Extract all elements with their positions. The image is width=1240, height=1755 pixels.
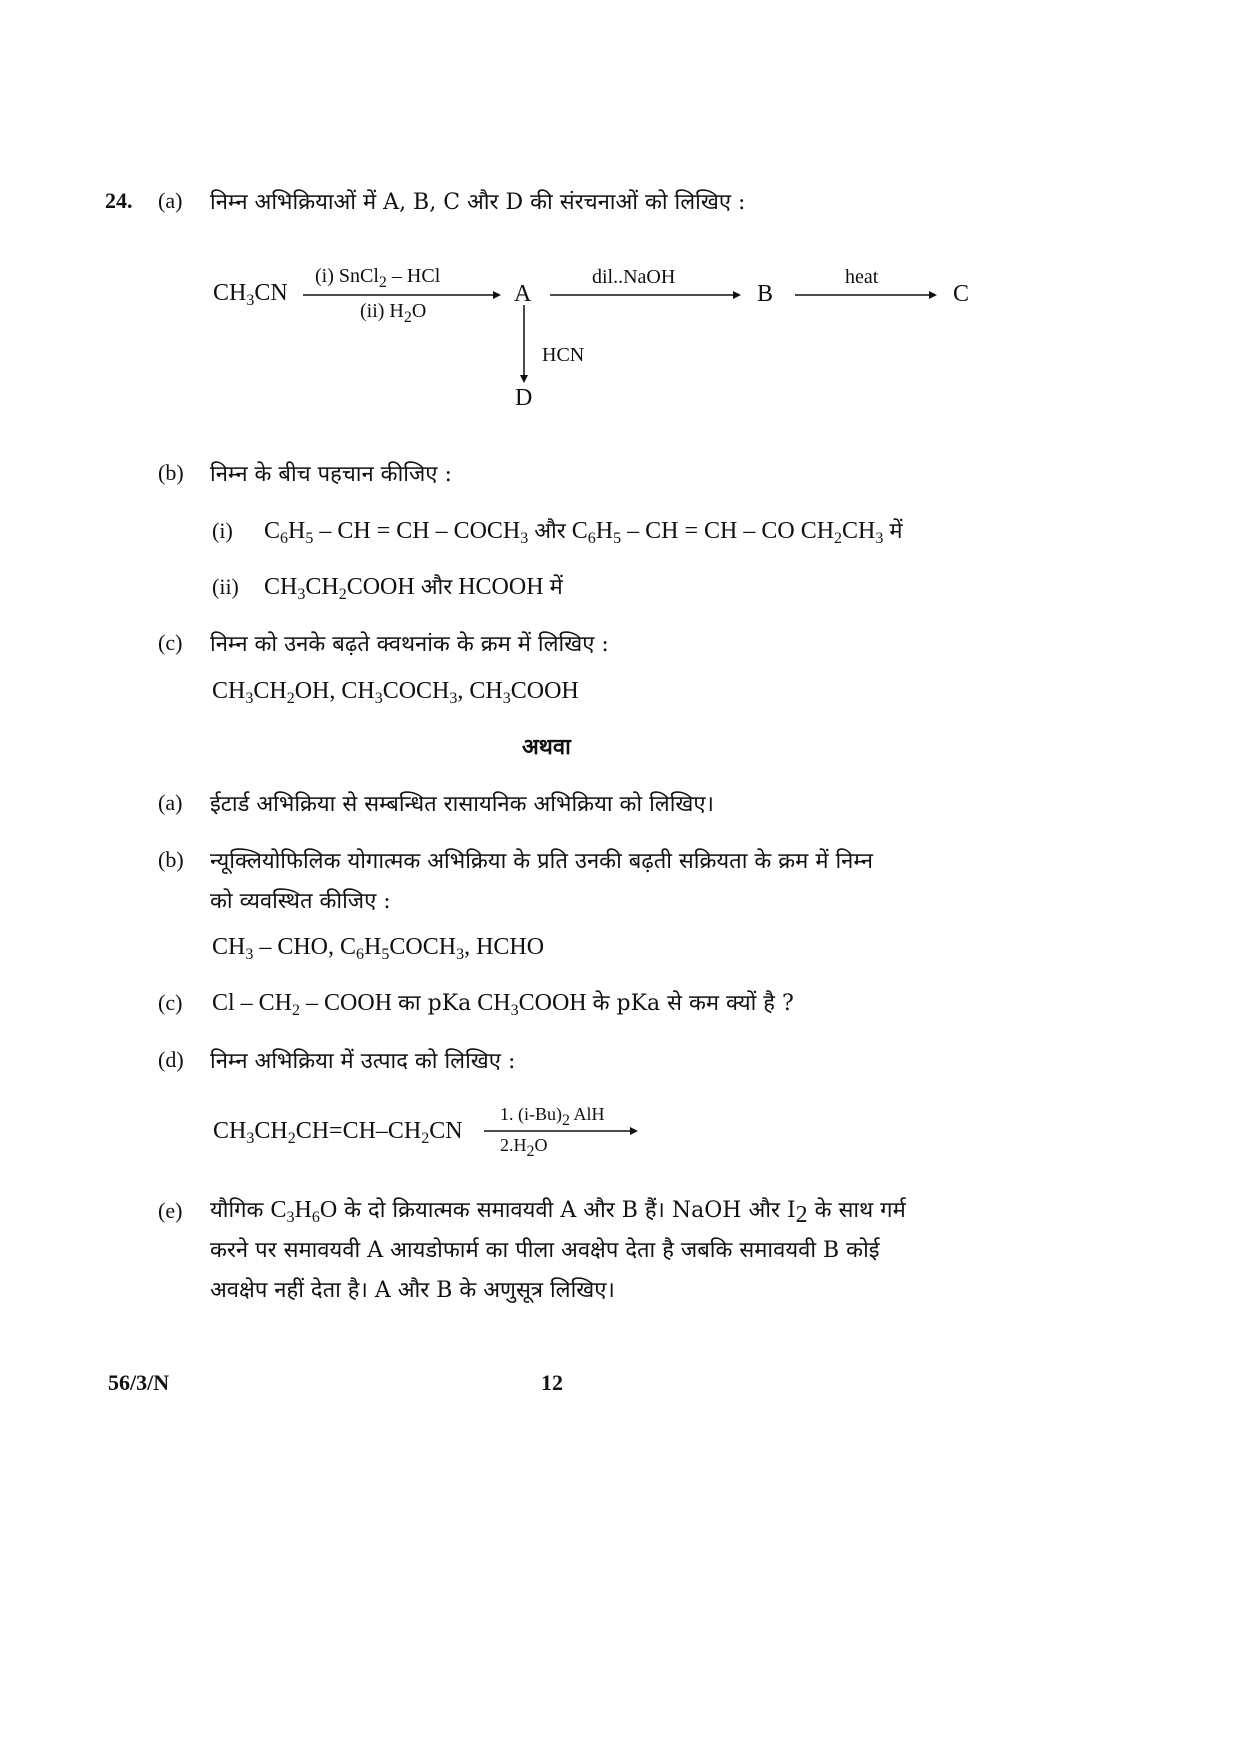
page-number: 12 [541,1370,563,1395]
part-b-text: निम्न के बीच पहचान कीजिए : [210,462,452,487]
alt-d-text: निम्न अभिक्रिया में उत्पाद को लिखिए : [210,1049,516,1074]
alt-d-reagent-bottom: $2.H_2O$ [500,1135,548,1160]
alt-e-label: (e) [158,1198,183,1223]
alt-c-label: (c) [158,990,183,1015]
scheme-D: D [515,385,533,411]
alt-b-label: (b) [158,847,184,872]
part-b-ii-label: (ii) [212,574,239,599]
alt-d-reagent-top: 1. $(i-Bu)_2$ AlH [500,1104,605,1129]
arrow-step3 [795,292,945,304]
part-c-compounds: $CH_3CH_2OH$, $CH_3COCH_3$, $CH_3COOH$ [212,678,579,707]
part-b-i-label: (i) [212,518,233,543]
alt-e-line3: अवक्षेप नहीं देता है। A और B के अणुसूत्र लिखिए। [210,1278,615,1303]
alt-b-compounds: $CH_3$ – CHO, $C_6H_5COCH_3$, HCHO [212,934,545,963]
in-word: में [889,519,903,544]
scheme-A: A [514,281,532,307]
part-b-i-compounds: $C_6H_5$ – CH = CH – $COCH_3$ और $C_6H_5$ – CH = CH – CO $CH_2CH_3$ में [264,518,903,547]
alt-a-label: (a) [158,790,183,815]
part-c-text: निम्न को उनके बढ़ते क्वथनांक के क्रम में लिखिए : [210,632,609,657]
part-b-ii-compounds: $CH_3CH_2COOH$ और HCOOH में [264,574,563,603]
alt-a-text: ईटार्ड अभिक्रिया से सम्बन्धित रासायनिक अभिक्रिया को लिखिए। [210,792,714,817]
scheme-C: C [953,281,970,307]
part-a-label: (a) [158,188,183,213]
scheme-down-reagent: HCN [542,344,585,366]
or-heading: अथवा [522,734,571,760]
scheme-step1-top: (i) SnCl$_2$ – HCl [315,265,441,291]
scheme-B: B [757,281,774,307]
alt-b-text-line2: को व्यवस्थित कीजिए : [210,889,391,914]
scheme-reactant: $CH_3CN$ [213,280,288,309]
paper-code: 56/3/N [108,1370,170,1395]
alt-c-text: Cl – $CH_2$ – COOH का pKa $CH_3COOH$ के pKa से कम क्यों है ? [212,990,794,1019]
question-number: 24. [105,188,133,213]
and-word: और [534,519,566,544]
scheme-step3: heat [845,266,879,288]
part-a-text: निम्न अभिक्रियाओं में A, B, C और D की संरचनाओं को लिखिए : [210,190,746,215]
part-c-label: (c) [158,630,183,655]
alt-e-line1: यौगिक $C_3H_6O$ के दो क्रियात्मक समावयवी A और B हैं। NaOH और $I_2$ के साथ गर्म [210,1197,906,1228]
alt-b-text-line1: न्यूक्लियोफिलिक योगात्मक अभिक्रिया के प्रति उनकी बढ़ती सक्रियता के क्रम में निम्न [210,849,874,874]
arrow-step2 [550,292,745,304]
alt-e-line2: करने पर समावयवी A आयडोफार्म का पीला अवक्षेप देता है जबकि समावयवी B कोई [210,1238,880,1263]
part-b-label: (b) [158,460,184,485]
scheme-step2: dil..NaOH [592,266,676,288]
alt-d-reactant: $CH_3CH_2CH=CH-CH_2CN$ [213,1118,463,1147]
alt-d-label: (d) [158,1047,184,1072]
arrow-down [519,305,531,385]
scheme-step1-bottom: (ii) $H_2O$ [360,300,427,326]
